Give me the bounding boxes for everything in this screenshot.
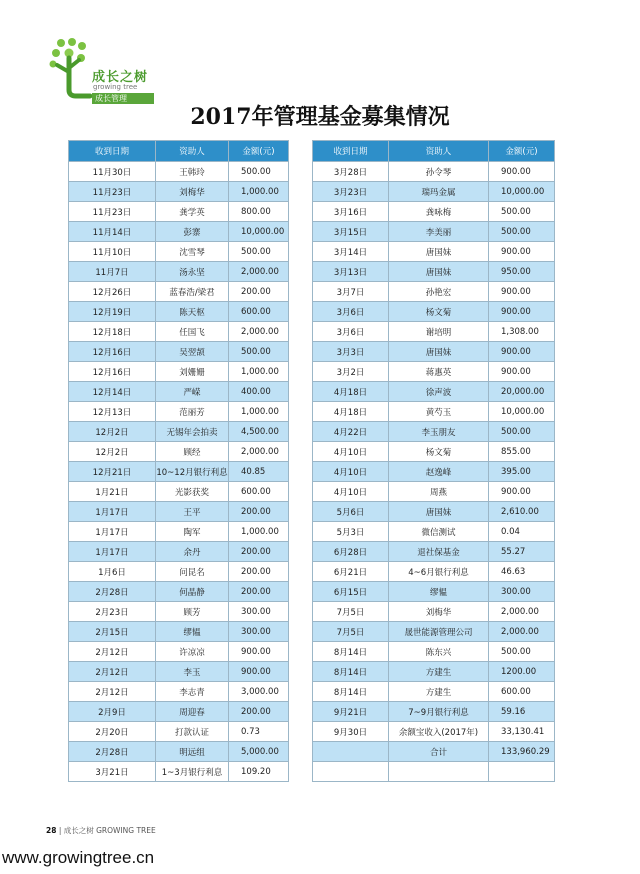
table-row [69, 462, 289, 482]
cell-donor: 明远组 [156, 742, 229, 762]
cell-donor: 打款认证 [156, 722, 229, 742]
cell-donor: 无锡年会拍卖 [156, 422, 229, 442]
cell-amount: 200.00 [229, 502, 289, 522]
cell-date: 5月6日 [313, 502, 389, 522]
cell-donor: 刘梅华 [156, 182, 229, 202]
table-row [313, 202, 555, 222]
cell-amount: 1200.00 [489, 662, 555, 682]
cell-date: 11月23日 [69, 202, 156, 222]
cell-donor: 问昆名 [156, 562, 229, 582]
cell-date: 12月26日 [69, 282, 156, 302]
cell-date: 11月30日 [69, 162, 156, 182]
table-row [69, 282, 289, 302]
cell-amount: 900.00 [489, 342, 555, 362]
cell-amount: 40.85 [229, 462, 289, 482]
cell-donor: 陈东兴 [389, 642, 489, 662]
cell-date: 12月21日 [69, 462, 156, 482]
cell-donor: 唐国妹 [389, 242, 489, 262]
header-date: 收到日期 [69, 141, 156, 162]
cell-donor: 陈天枢 [156, 302, 229, 322]
table-row [313, 722, 555, 742]
cell-amount: 2,000.00 [489, 622, 555, 642]
cell-date: 3月3日 [313, 342, 389, 362]
cell-amount: 46.63 [489, 562, 555, 582]
cell-amount: 500.00 [489, 642, 555, 662]
cell-amount: 400.00 [229, 382, 289, 402]
table-row [69, 522, 289, 542]
table-row [313, 382, 555, 402]
header-amount: 金额(元) [489, 141, 555, 162]
cell-donor: 合计 [389, 742, 489, 762]
table-row [69, 502, 289, 522]
table-row [313, 482, 555, 502]
cell-donor: 蓝春浩/梁君 [156, 282, 229, 302]
cell-amount: 900.00 [229, 662, 289, 682]
cell-date: 5月3日 [313, 522, 389, 542]
table-row [313, 422, 555, 442]
cell-donor: 方建生 [389, 682, 489, 702]
cell-date: 12月2日 [69, 422, 156, 442]
table-row [69, 402, 289, 422]
cell-date: 2月9日 [69, 702, 156, 722]
table-row [313, 762, 555, 782]
cell-amount: 900.00 [229, 642, 289, 662]
cell-donor: 吴翌颉 [156, 342, 229, 362]
table-row [69, 242, 289, 262]
cell-date: 1月17日 [69, 522, 156, 542]
cell-donor: 黄芍玉 [389, 402, 489, 422]
cell-date: 2月23日 [69, 602, 156, 622]
cell-date: 4月18日 [313, 402, 389, 422]
cell-date: 8月14日 [313, 662, 389, 682]
donation-table-left [68, 140, 289, 782]
cell-date: 4月10日 [313, 482, 389, 502]
cell-donor: 周迎春 [156, 702, 229, 722]
cell-date: 8月14日 [313, 682, 389, 702]
cell-donor: 10~12月银行利息 [156, 462, 229, 482]
table-row [69, 582, 289, 602]
cell-amount: 3,000.00 [229, 682, 289, 702]
table-row [69, 662, 289, 682]
table-row [313, 442, 555, 462]
cell-date: 7月5日 [313, 602, 389, 622]
cell-donor: 李美丽 [389, 222, 489, 242]
table-row [69, 422, 289, 442]
table-row [313, 322, 555, 342]
cell-donor: 晟世能源管理公司 [389, 622, 489, 642]
cell-date: 3月16日 [313, 202, 389, 222]
cell-donor: 微信测试 [389, 522, 489, 542]
cell-amount: 900.00 [489, 162, 555, 182]
cell-donor: 顾芳 [156, 602, 229, 622]
page-title: 2017年管理基金募集情况 [190, 104, 450, 130]
cell-amount: 133,960.29 [489, 742, 555, 762]
cell-date: 3月7日 [313, 282, 389, 302]
header-donor: 资助人 [389, 141, 489, 162]
cell-amount: 4,500.00 [229, 422, 289, 442]
table-row [313, 622, 555, 642]
table-row [313, 362, 555, 382]
cell-date: 3月6日 [313, 322, 389, 342]
cell-amount: 0.73 [229, 722, 289, 742]
table-row [69, 622, 289, 642]
footer-text: | 成长之树 GROWING TREE [56, 826, 156, 835]
page-number: 28 [46, 826, 57, 835]
logo-name: 成长之树 [92, 70, 149, 85]
header-donor: 资助人 [156, 141, 229, 162]
cell-amount: 950.00 [489, 262, 555, 282]
cell-amount: 500.00 [489, 222, 555, 242]
table-row [69, 442, 289, 462]
cell-date: 2月28日 [69, 742, 156, 762]
cell-date: 3月14日 [313, 242, 389, 262]
cell-donor: 唐国妹 [389, 502, 489, 522]
cell-donor: 范丽芳 [156, 402, 229, 422]
table-row [69, 642, 289, 662]
cell-donor: 杨文菊 [389, 442, 489, 462]
cell-amount: 300.00 [229, 622, 289, 642]
cell-amount: 5,000.00 [229, 742, 289, 762]
table-row [313, 682, 555, 702]
cell-donor: 方建生 [389, 662, 489, 682]
table-row [313, 602, 555, 622]
cell-amount: 33,130.41 [489, 722, 555, 742]
cell-date: 12月18日 [69, 322, 156, 342]
table-row [313, 542, 555, 562]
cell-date: 2月12日 [69, 682, 156, 702]
cell-date: 3月13日 [313, 262, 389, 282]
table-row [69, 722, 289, 742]
cell-donor: 龚咏梅 [389, 202, 489, 222]
table-row [69, 602, 289, 622]
cell-amount: 800.00 [229, 202, 289, 222]
cell-donor: 何晶静 [156, 582, 229, 602]
cell-amount: 0.04 [489, 522, 555, 542]
table-row [313, 182, 555, 202]
table-row [69, 362, 289, 382]
cell-amount: 2,000.00 [229, 262, 289, 282]
cell-date: 4月10日 [313, 442, 389, 462]
cell-amount: 10,000.00 [489, 402, 555, 422]
cell-date: 1月6日 [69, 562, 156, 582]
cell-donor: 光影获奖 [156, 482, 229, 502]
cell-amount: 55.27 [489, 542, 555, 562]
table-row [313, 342, 555, 362]
cell-amount: 855.00 [489, 442, 555, 462]
cell-date: 3月21日 [69, 762, 156, 782]
table-row [69, 322, 289, 342]
cell-amount: 200.00 [229, 542, 289, 562]
cell-date: 12月16日 [69, 362, 156, 382]
cell-amount: 1,000.00 [229, 522, 289, 542]
cell-date: 6月15日 [313, 582, 389, 602]
cell-date: 9月21日 [313, 702, 389, 722]
cell-donor: 许凉凉 [156, 642, 229, 662]
cell-date: 12月2日 [69, 442, 156, 462]
cell-amount: 1,000.00 [229, 402, 289, 422]
table-row [69, 182, 289, 202]
table-row [313, 302, 555, 322]
cell-amount: 200.00 [229, 582, 289, 602]
cell-date: 2月15日 [69, 622, 156, 642]
cell-date: 11月10日 [69, 242, 156, 262]
cell-donor: 孙令琴 [389, 162, 489, 182]
cell-amount: 600.00 [229, 302, 289, 322]
table-row [313, 462, 555, 482]
table-row [69, 222, 289, 242]
cell-amount: 300.00 [489, 582, 555, 602]
cell-amount: 1,308.00 [489, 322, 555, 342]
table-row [69, 682, 289, 702]
cell-amount: 200.00 [229, 702, 289, 722]
cell-donor: 余额宝收入(2017年) [389, 722, 489, 742]
table-row [313, 242, 555, 262]
header-amount: 金额(元) [229, 141, 289, 162]
cell-amount: 500.00 [229, 342, 289, 362]
cell-amount: 109.20 [229, 762, 289, 782]
cell-amount: 395.00 [489, 462, 555, 482]
page-footer [46, 825, 156, 836]
cell-donor: 刘姗姗 [156, 362, 229, 382]
cell-amount: 500.00 [489, 422, 555, 442]
cell-amount: 500.00 [229, 242, 289, 262]
cell-donor: 彭寨 [156, 222, 229, 242]
table-row [313, 502, 555, 522]
table-row [69, 202, 289, 222]
cell-date: 4月22日 [313, 422, 389, 442]
cell-date: 4月18日 [313, 382, 389, 402]
cell-date: 11月7日 [69, 262, 156, 282]
cell-amount: 500.00 [229, 162, 289, 182]
cell-donor: 周燕 [389, 482, 489, 502]
cell-amount: 600.00 [489, 682, 555, 702]
cell-date: 1月21日 [69, 482, 156, 502]
table-row [313, 162, 555, 182]
cell-date: 2月12日 [69, 642, 156, 662]
cell-amount: 900.00 [489, 482, 555, 502]
cell-donor: 陶军 [156, 522, 229, 542]
section-label: 成长管理 [92, 93, 154, 104]
cell-donor: 唐国妹 [389, 342, 489, 362]
website-url: www.growingtree.cn [2, 848, 155, 867]
table-row [313, 402, 555, 422]
cell-donor: 李玉朋友 [389, 422, 489, 442]
cell-date: 12月13日 [69, 402, 156, 422]
table-row [69, 742, 289, 762]
table-row [313, 662, 555, 682]
table-row [69, 482, 289, 502]
cell-donor: 杨文菊 [389, 302, 489, 322]
cell-amount: 2,610.00 [489, 502, 555, 522]
cell-donor: 王韩玲 [156, 162, 229, 182]
cell-date: 3月28日 [313, 162, 389, 182]
cell-date: 6月28日 [313, 542, 389, 562]
table-row [69, 342, 289, 362]
cell-donor: 孙艳宏 [389, 282, 489, 302]
table-row [313, 262, 555, 282]
cell-donor: 4~6月银行利息 [389, 562, 489, 582]
cell-donor: 1~3月银行利息 [156, 762, 229, 782]
cell-donor: 赵逸峰 [389, 462, 489, 482]
cell-date: 11月14日 [69, 222, 156, 242]
table-row [313, 742, 555, 762]
logo-subtitle: growing tree [93, 83, 138, 91]
table-row [69, 162, 289, 182]
cell-amount: 2,000.00 [489, 602, 555, 622]
cell-date: 7月5日 [313, 622, 389, 642]
cell-amount: 200.00 [229, 282, 289, 302]
cell-date: 3月2日 [313, 362, 389, 382]
cell-donor: 龚学英 [156, 202, 229, 222]
cell-amount: 10,000.00 [229, 222, 289, 242]
cell-donor: 李志青 [156, 682, 229, 702]
cell-donor: 余丹 [156, 542, 229, 562]
cell-amount: 200.00 [229, 562, 289, 582]
cell-amount: 59.16 [489, 702, 555, 722]
cell-date: 12月14日 [69, 382, 156, 402]
table-row [313, 642, 555, 662]
cell-amount: 2,000.00 [229, 442, 289, 462]
cell-amount: 900.00 [489, 302, 555, 322]
table-row [69, 562, 289, 582]
cell-date: 2月20日 [69, 722, 156, 742]
table-row [69, 262, 289, 282]
cell-amount: 300.00 [229, 602, 289, 622]
cell-donor: 顾经 [156, 442, 229, 462]
cell-donor: 李玉 [156, 662, 229, 682]
table-row [69, 542, 289, 562]
cell-donor: 沈雪琴 [156, 242, 229, 262]
table-row [313, 522, 555, 542]
cell-donor: 缪韫 [156, 622, 229, 642]
table-row [313, 702, 555, 722]
cell-date: 1月17日 [69, 502, 156, 522]
cell-date [313, 742, 389, 762]
cell-donor: 严嵘 [156, 382, 229, 402]
cell-amount: 1,000.00 [229, 182, 289, 202]
cell-amount: 900.00 [489, 242, 555, 262]
cell-date: 3月23日 [313, 182, 389, 202]
cell-amount: 900.00 [489, 282, 555, 302]
cell-donor: 汤永坚 [156, 262, 229, 282]
cell-date: 4月10日 [313, 462, 389, 482]
cell-date: 12月16日 [69, 342, 156, 362]
cell-amount: 600.00 [229, 482, 289, 502]
cell-donor: 退社保基金 [389, 542, 489, 562]
table-header-row [69, 141, 289, 162]
table-row [313, 562, 555, 582]
cell-date: 2月28日 [69, 582, 156, 602]
cell-date: 8月14日 [313, 642, 389, 662]
cell-date: 12月19日 [69, 302, 156, 322]
cell-amount: 900.00 [489, 362, 555, 382]
cell-date: 2月12日 [69, 662, 156, 682]
cell-date [313, 762, 389, 782]
cell-donor: 瑞玛金属 [389, 182, 489, 202]
cell-date: 11月23日 [69, 182, 156, 202]
cell-donor: 蒋惠英 [389, 362, 489, 382]
cell-donor: 唐国妹 [389, 262, 489, 282]
cell-donor: 缪韫 [389, 582, 489, 602]
cell-amount: 2,000.00 [229, 322, 289, 342]
cell-date: 3月15日 [313, 222, 389, 242]
table-row [313, 282, 555, 302]
cell-amount: 20,000.00 [489, 382, 555, 402]
cell-date: 9月30日 [313, 722, 389, 742]
table-row [69, 702, 289, 722]
table-row [69, 762, 289, 782]
cell-date: 3月6日 [313, 302, 389, 322]
donation-table-right [312, 140, 555, 782]
table-row [313, 222, 555, 242]
cell-amount [489, 762, 555, 782]
table-row [313, 582, 555, 602]
cell-amount: 1,000.00 [229, 362, 289, 382]
table-header-row [313, 141, 555, 162]
cell-donor: 7~9月银行利息 [389, 702, 489, 722]
cell-donor: 谢培明 [389, 322, 489, 342]
cell-amount: 10,000.00 [489, 182, 555, 202]
cell-donor: 刘梅华 [389, 602, 489, 622]
table-row [69, 382, 289, 402]
cell-date: 1月17日 [69, 542, 156, 562]
cell-donor: 任国飞 [156, 322, 229, 342]
cell-donor: 徐声波 [389, 382, 489, 402]
table-row [69, 302, 289, 322]
cell-donor [389, 762, 489, 782]
cell-amount: 500.00 [489, 202, 555, 222]
header-date: 收到日期 [313, 141, 389, 162]
cell-donor: 王平 [156, 502, 229, 522]
cell-date: 6月21日 [313, 562, 389, 582]
